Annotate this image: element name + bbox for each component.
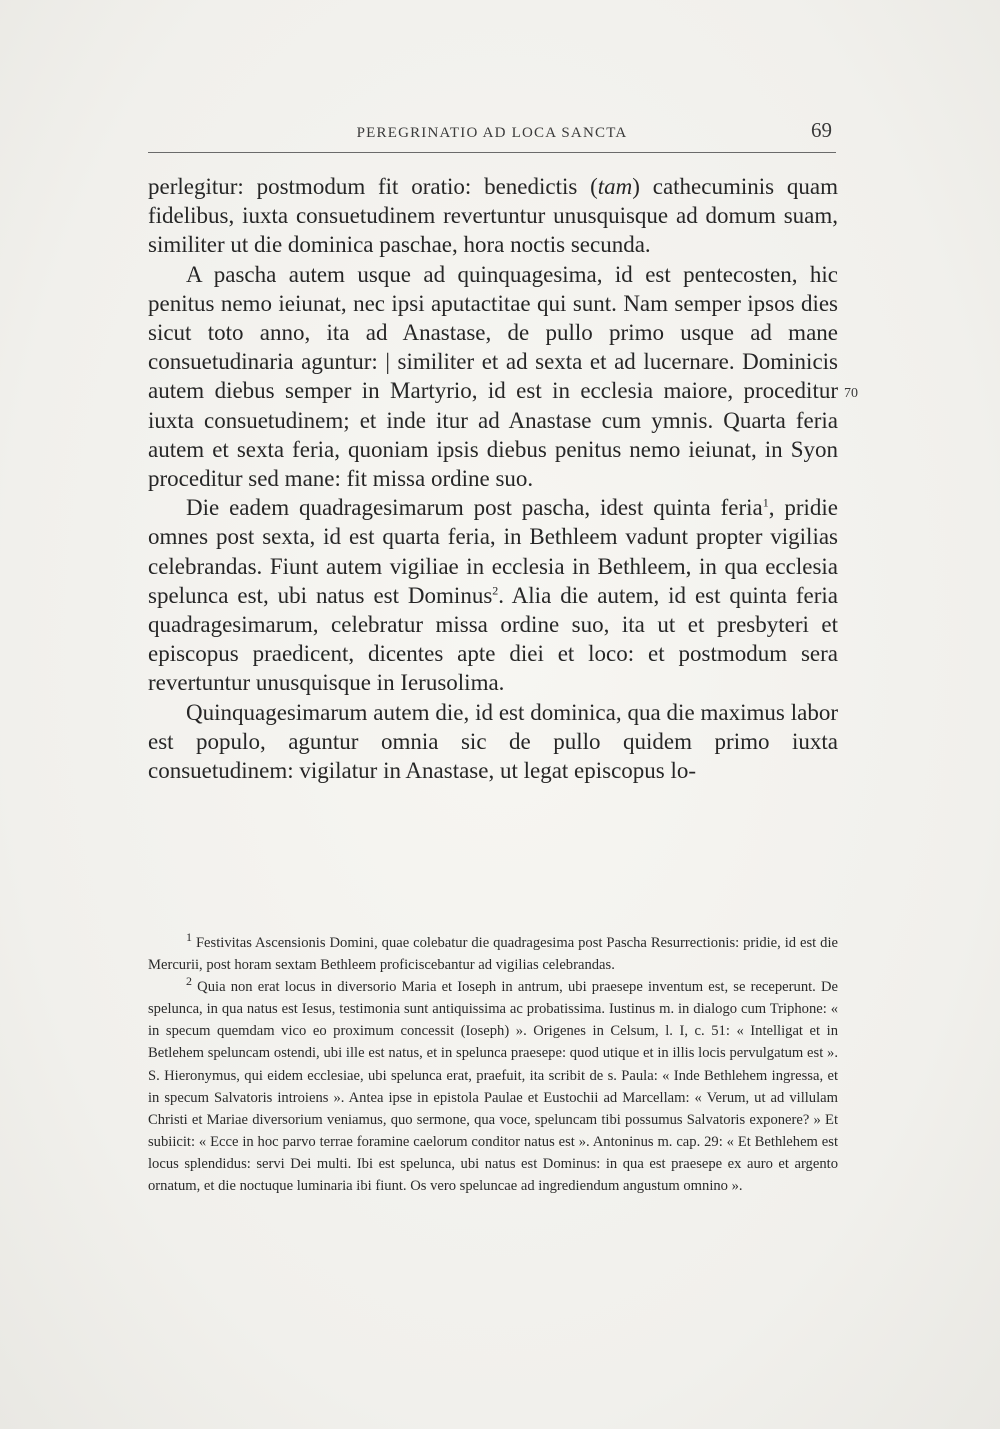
footnote-1 (148, 932, 838, 976)
paragraph-2: A pascha autem usque ad quinquagesima, id est pentecosten, hic penitus nemo ieiunat, nec ipsi aputactitae qui sunt. Nam semper ipsos dies sicut toto anno, ita ad Anastase, de pullo primo usque ad mane consuetudinaria aguntur: | similiter et ad sexta et ad lucernare. Dominicis autem diebus semper in Martyrio, id est in ecclesia maiore, proceditur iuxta consuetudinem; et inde itur ad Anastase cum ymnis. Quarta feria autem et sexta feria, quoniam ipsis diebus penitus nemo ieiunat, in Syon proceditur sed mane: fit missa ordine suo. (148, 261, 838, 492)
paragraph-3 (148, 493, 838, 697)
footnote-ref-1: 1 (762, 495, 769, 510)
running-head (148, 118, 836, 153)
margin-line-number: 70 (844, 386, 858, 401)
footnote-2-text: Quia non erat locus in diversorio Maria et Ioseph in antrum, ubi praesepe inventum est, se receperunt. De spelunca, in qua natus est Iesus, testimonia sunt antiquissima ac probatissima. Iustinus m. in dialogo cum Triphone: « in specum quemdam vico eo proximum concessit (Ioseph) ». Origenes in Celsum, l. I, c. 51: « Intelligat et in Betlehem speluncam ostendi, ubi ille est natus, et in spelunca praesepe: quod utique et in illis locis pervulgatum est ». S. Hieronymus, qui eidem ecclesiae, ubi spelunca erat, praefuit, ita scribit de s. Paula: « Inde Bethlehem ingressa, et in specum Salvatoris introiens ». Antea ipse in epistola Paulae et Eustochii ad Marcellam: « Verum, ut ad villulam Christi et Mariae diversorium veniamus, quo sermone, qua voce, speluncam tibi possumus Salvatoris exponere? » Et subiicit: « Ecce in hoc parvo terrae foramine caelorum conditor natus est ». Antoninus m. cap. 29: « Et Bethlehem est locus splendidus: servi Dei multi. Ibi est spelunca, ubi natus est Dominus: in qua est praesepe ex auro et argento ornatum, et die noctuque luminaria ibi fiunt. Os vero speluncae ad ingrediendum angustum omnino ». (148, 979, 838, 1195)
footnote-2-marker: 2 (186, 974, 192, 989)
paragraph-3-part-b: , pridie omnes post sexta, id est quarta feria, in Bethleem vadunt propter vigilias celebrandas. Fiunt autem vigiliae in ecclesia in Bethleem, in qua ecclesia spelunca est, ubi natus est Dominus (148, 495, 838, 608)
paragraph-4: Quinquagesimarum autem die, id est dominica, qua die maximus labor est populo, aguntur omnia sic de pullo quidem primo iuxta consuetudinem: vigilatur in Anastase, ut legat episcopus lo- (148, 699, 838, 784)
main-text (148, 172, 838, 785)
footnote-2 (148, 976, 838, 1197)
running-title: PEREGRINATIO AD LOCA SANCTA (356, 125, 628, 141)
paragraph-1-part-b: ) cathecuminis quam fidelibus, iuxta consuetudinem revertuntur unusquisque ad domum suam, similiter ut die dominica paschae, hora noctis secunda. (148, 174, 838, 258)
page-number: 69 (811, 118, 832, 142)
footnotes (148, 932, 838, 1197)
paragraph-1 (148, 172, 838, 260)
footnote-1-marker: 1 (186, 930, 192, 945)
paragraph-3-part-c: . Alia die autem, id est quinta feria quadragesimarum, celebratur missa ordine suo, ita ut et presbyteri et episcopus praedicent, dicentes apte diei et loco: et postmodum sera revertuntur unusquisque in Ierusolima. (148, 582, 838, 696)
paragraph-1-part-a: perlegitur: postmodum fit oratio: benedictis ( (148, 174, 598, 199)
footnote-1-text: Festivitas Ascensionis Domini, quae colebatur die quadragesima post Pascha Resurrectionis: pridie, id est die Mercurii, post horam sextam Bethleem proficiscebantur ad vigilias celebrandas. (148, 935, 838, 974)
footnote-ref-2: 2 (492, 583, 499, 598)
paragraph-1-italic: tam (597, 174, 633, 199)
paragraph-3-part-a: Die eadem quadragesimarum post pascha, idest quinta feria (186, 495, 763, 521)
